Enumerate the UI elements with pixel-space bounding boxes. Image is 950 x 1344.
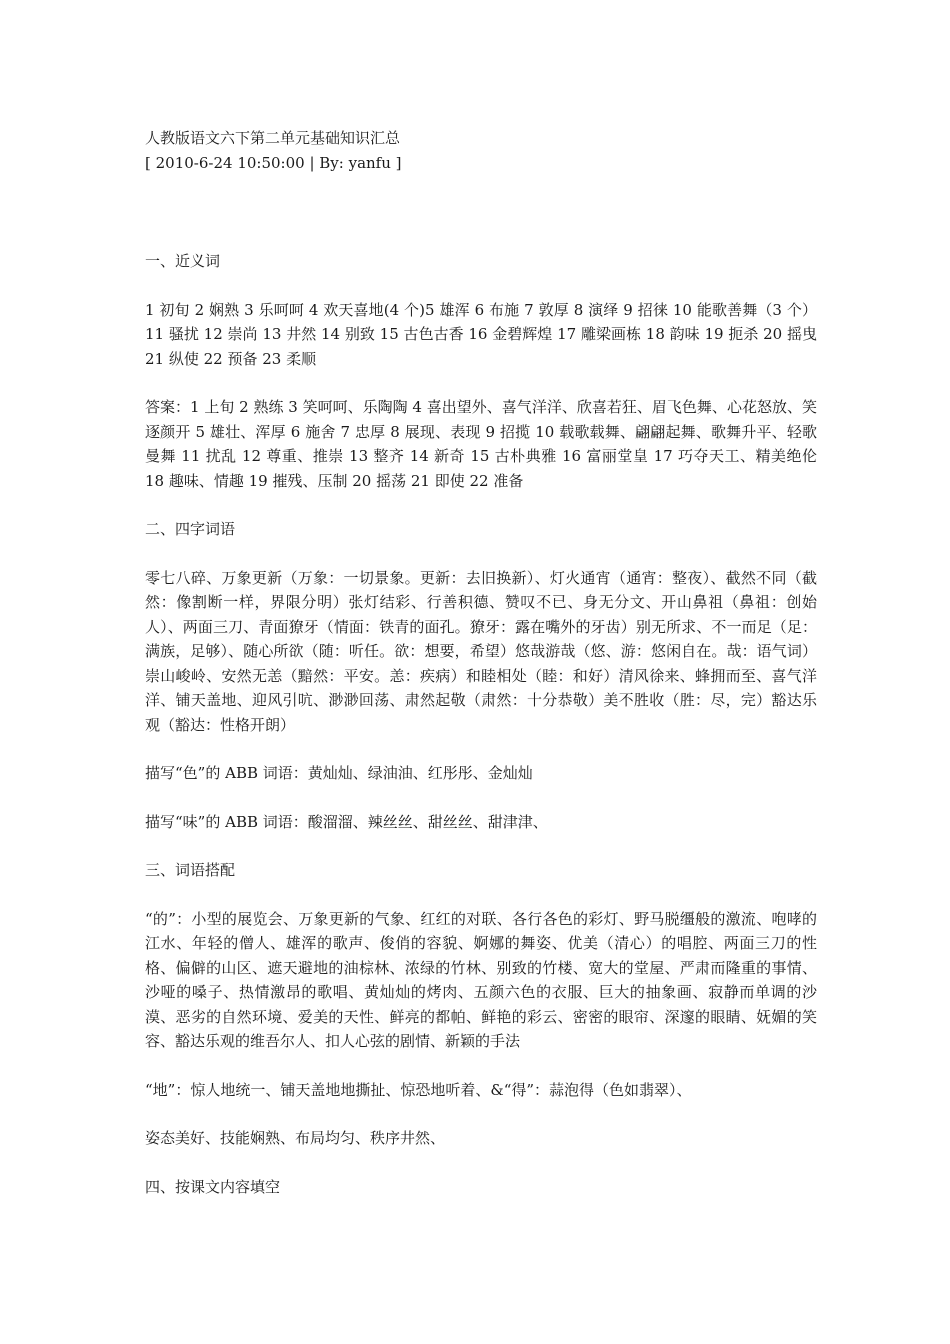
section-heading-collocations: 三、词语搭配 — [145, 861, 236, 879]
abb-color-words: 描写“色”的 ABB 词语：黄灿灿、绿油油、红彤彤、金灿灿 — [145, 764, 533, 782]
post-meta: [ 2010-6-24 10:50:00 | By: yanfu ] — [145, 153, 402, 172]
document-title: 人教版语文六下第二单元基础知识汇总 — [145, 129, 401, 147]
synonym-questions: 1 初旬 2 娴熟 3 乐呵呵 4 欢天喜地(4 个)5 雄浑 6 布施 7 敦厚 8 演绎 9 招徕 10 能歌善舞（3 个）11 骚扰 12 崇尚 13 井然 14 别致 15 古色古香 16 金碧辉煌 17 雕梁画栋 18 韵味 19 扼杀 20 摇曳 21 纵使 22 预备 23 柔顺 — [145, 300, 817, 368]
document-page — [145, 126, 817, 1223]
four-char-phrases: 姿态美好、技能娴熟、布局均匀、秩序井然、 — [145, 1129, 446, 1147]
section-heading-fill-blanks: 四、按课文内容填空 — [145, 1177, 281, 1196]
synonym-answers: 答案：1 上旬 2 熟练 3 笑呵呵、乐陶陶 4 喜出望外、喜气洋洋、欣喜若狂、眉飞色舞、心花怒放、笑逐颜开 5 雄壮、浑厚 6 施舍 7 忠厚 8 展现、表现 9 招揽 10 载歌载舞、翩翩起舞、歌舞升平、轻歌曼舞 11 扰乱 12 尊重、推崇 13 整齐 14 新奇 15 古朴典雅 16 富丽堂皇 17 巧夺天工、精美绝伦 18 趣味、情趣 19 摧残、压制 20 摇荡 21 即使 22 准备 — [145, 398, 817, 490]
idiom-list: 零七八碎、万象更新（万象：一切景象。更新：去旧换新）、灯火通宵（通宵：整夜）、截然不同（截然：像割断一样，界限分明）张灯结彩、行善积德、赞叹不已、身无分文、开山鼻祖（鼻祖：创始人）、两面三刀、青面獠牙（情面：铁青的面孔。獠牙：露在嘴外的牙齿）别无所求、不一而足（足：满族，足够）、随心所欲（随：听任。欲：想要，希望）悠哉游哉（悠、游：悠闲自在。哉：语气词）崇山峻岭、安然无恙（黯然：平安。恙：疾病）和睦相处（睦：和好）清风徐来、蜂拥而至、喜气洋洋、铺天盖地、迎风引吭、渺渺回荡、肃然起敬（肃然：十分恭敬）美不胜收（胜：尽，完）豁达乐观（豁达：性格开朗） — [145, 568, 817, 734]
abb-taste-words: 描写“味”的 ABB 词语：酸溜溜、辣丝丝、甜丝丝、甜津津、 — [145, 812, 548, 831]
section-heading-idioms: 二、四字词语 — [145, 520, 236, 538]
section-heading-synonyms: 一、近义词 — [145, 252, 221, 270]
di-de-collocations: “地”：惊人地统一、铺天盖地地撕扯、惊恐地听着、&“得”：蒜泡得（色如翡翠）、 — [145, 1080, 692, 1099]
de-collocations: “的”：小型的展览会、万象更新的气象、红红的对联、各行各色的彩灯、野马脱缰般的激流、咆哮的江水、年轻的僧人、雄浑的歌声、俊俏的容貌、婀娜的舞姿、优美（清心）的唱腔、两面三刀的性格、偏僻的山区、遮天避地的油棕林、浓绿的竹林、别致的竹楼、宽大的堂屋、严肃而隆重的事情、沙哑的嗓子、热情激昂的歌唱、黄灿灿的烤肉、五颜六色的衣服、巨大的抽象画、寂静而单调的沙漠、恶劣的自然环境、爱美的天性、鲜亮的都帕、鲜艳的彩云、密密的眼帘、深邃的眼睛、妩媚的笑容、豁达乐观的维吾尔人、扣人心弦的剧情、新颖的手法 — [145, 909, 817, 1050]
